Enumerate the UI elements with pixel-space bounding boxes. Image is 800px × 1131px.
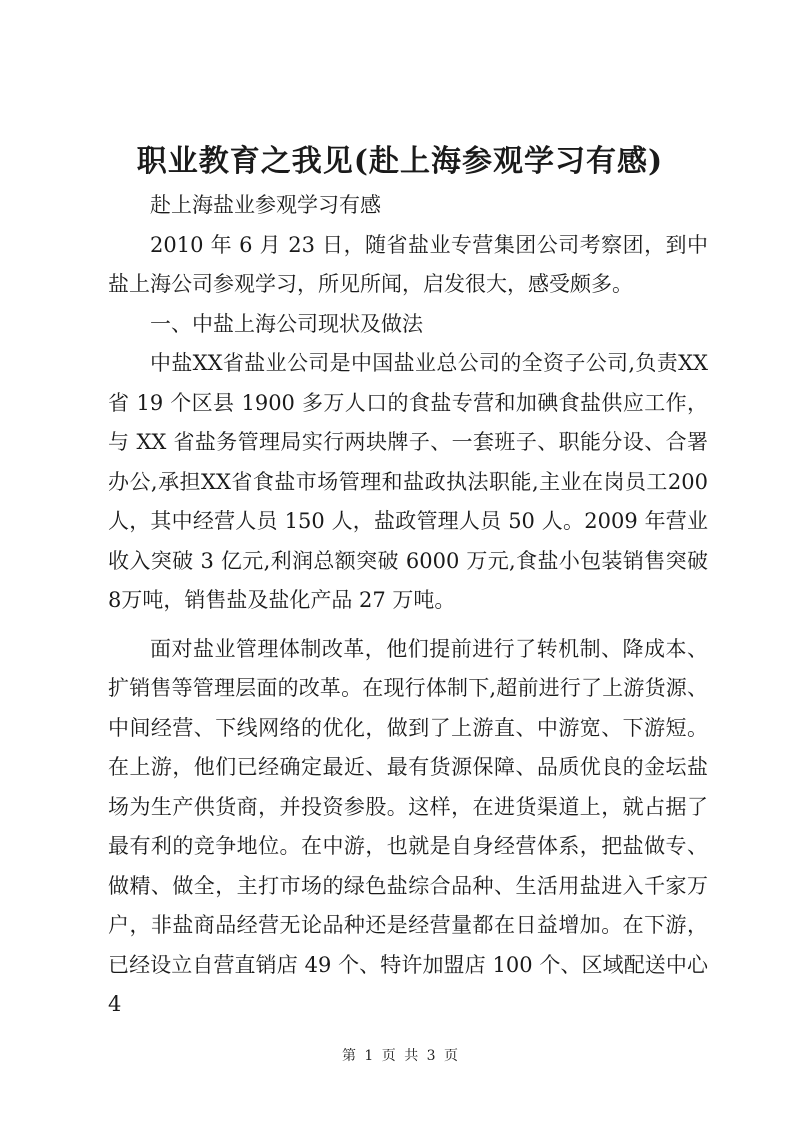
subtitle-paragraph: 赴上海盐业参观学习有感 [150, 193, 381, 217]
company-overview-paragraph: 中盐XX省盐业公司是中国盐业总公司的全资子公司,负责XX省 19 个区县 1900 多万人口的食盐专营和加碘食盐供应工作，与 XX 省盐务管理局实行两块牌子、一套班子、职能分设、合署办公,承担XX省食盐市场管理和盐政执法职能,主业在岗员工200人，其中经营人员 150 人，盐政管理人员 50 人。2009 年营业收入突破 3 亿元,利润总额突破 6000 万元,食盐小包装销售突破 8万吨，销售盐及盐化产品 27 万吨。 [108, 351, 708, 612]
reform-paragraph: 面对盐业管理体制改革，他们提前进行了转机制、降成本、扩销售等管理层面的改革。在现行体制下,超前进行了上游货源、中间经营、下线网络的优化，做到了上游直、中游宽、下游短。在上游，他们已经确定最近、最有货源保障、品质优良的金坛盐场为生产供货商，并投资参股。这样，在进货渠道上，就占据了最有利的竞争地位。在中游，也就是自身经营体系，把盐做专、做精、做全，主打市场的绿色盐综合品种、生活用盐进入千家万户，非盐商品经营无论品种还是经营量都在日益增加。在下游，已经设立自营直销店 49 个、特许加盟店 100 个、区域配送中心 4 [108, 636, 708, 1016]
paragraph-gap [108, 621, 708, 630]
document-body [108, 186, 708, 1025]
section-heading: 一、中盐上海公司现状及做法 [150, 311, 423, 336]
document-title: 职业教育之我见(赴上海参观学习有感) [136, 144, 664, 179]
intro-paragraph: 2010 年 6 月 23 日，随省盐业专营集团公司考察团，到中盐上海公司参观学习，所见所闻，启发很大，感受颇多。 [108, 232, 708, 296]
page-footer: 第 1 页 共 3 页 [341, 1048, 459, 1064]
